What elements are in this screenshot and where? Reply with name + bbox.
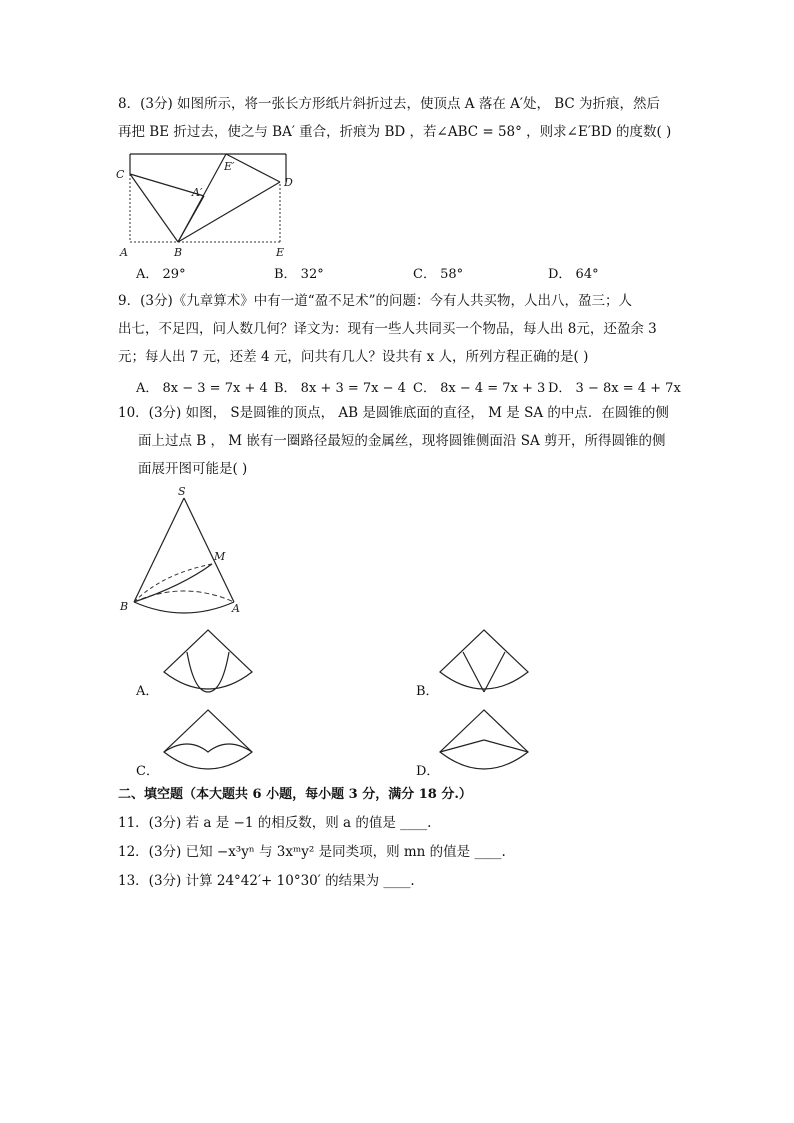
q8-fold-figure (112, 148, 312, 260)
q10-option-b[interactable]: B． (416, 684, 439, 699)
q9-line-1: 9．(3分)《九章算术》中有一道“盈不足术”的问题：今有人共买物，人出八，盈三；人 (118, 293, 633, 309)
q8-label-c: C (116, 168, 125, 181)
q9-line-2: 出七，不足四，问人数几何？译文为：现有一些人共同买一个物品，每人出 8元，还盈余 3 (118, 321, 657, 337)
q8-label-e-prime: E′ (224, 160, 235, 173)
q8-label-a: A (120, 246, 128, 259)
q10-label-a: A (232, 602, 240, 615)
q9-option-d[interactable]: D． 3 − 8x = 4 + 7x (548, 381, 681, 396)
q10-cone-figure (112, 482, 252, 622)
q10-line-1: 10．(3分) 如图， S是圆锥的顶点， AB 是圆锥底面的直径， M 是 SA 的中点．在圆锥的侧 (118, 405, 669, 421)
q8-label-e: E (276, 246, 285, 259)
q10-option-d-figure[interactable] (434, 706, 534, 776)
q8-label-b: B (174, 246, 183, 259)
q9-option-a[interactable]: A． 8x − 3 = 7x + 4 (136, 381, 268, 396)
q10-label-m: M (214, 550, 226, 563)
q8-line-1: 8．(3分) 如图所示，将一张长方形纸片斜折过去，使顶点 A 落在 A′处， BC 为折痕，然后 (118, 96, 661, 112)
q13-text: 13．(3分) 计算 24°42′+ 10°30′ 的结果为 ____. (118, 873, 415, 889)
q8-line-2: 再把 BE 折过去，使之与 BA′ 重合，折痕为 BD ，若∠ABC = 58° ，则求∠E′BD 的度数( ) (118, 124, 672, 140)
q10-line-2: 面上过点 B ， M 嵌有一圈路径最短的金属丝，现将圆锥侧面沿 SA 剪开，所得圆锥的侧 (138, 433, 666, 449)
q10-option-b-figure[interactable] (434, 626, 534, 696)
section-2-title: 二、填空题（本大题共 6 小题，每小题 3 分，满分 18 分.） (118, 787, 472, 802)
q8-label-a-prime: A′ (192, 186, 203, 199)
q10-option-c[interactable]: C． (136, 764, 159, 779)
q10-label-s: S (178, 485, 186, 498)
q10-option-a-figure[interactable] (158, 626, 258, 696)
q8-option-b[interactable]: B． 32° (274, 267, 324, 282)
q10-option-c-figure[interactable] (158, 706, 258, 776)
q8-option-d[interactable]: D． 64° (548, 267, 599, 282)
q12-text: 12．(3分) 已知 −x³yⁿ 与 3xᵐy² 是同类项，则 mn 的值是 ____. (118, 844, 506, 860)
q10-line-3: 面展开图可能是( ) (138, 461, 248, 477)
q9-line-3: 元；每人出 7 元，还差 4 元，问共有几人？设共有 x 人，所列方程正确的是( ) (118, 349, 589, 365)
q9-option-c[interactable]: C． 8x − 4 = 7x + 3 (413, 381, 546, 396)
q10-option-a[interactable]: A． (136, 684, 159, 699)
q8-option-c[interactable]: C． 58° (413, 267, 464, 282)
q8-label-d: D (284, 176, 293, 189)
q9-option-b[interactable]: B． 8x + 3 = 7x − 4 (274, 381, 406, 396)
q8-option-a[interactable]: A． 29° (136, 267, 186, 282)
q11-text: 11．(3分) 若 a 是 −1 的相反数，则 a 的值是 ____. (118, 815, 432, 831)
q10-label-b: B (120, 600, 129, 613)
q10-option-d[interactable]: D． (416, 764, 440, 779)
